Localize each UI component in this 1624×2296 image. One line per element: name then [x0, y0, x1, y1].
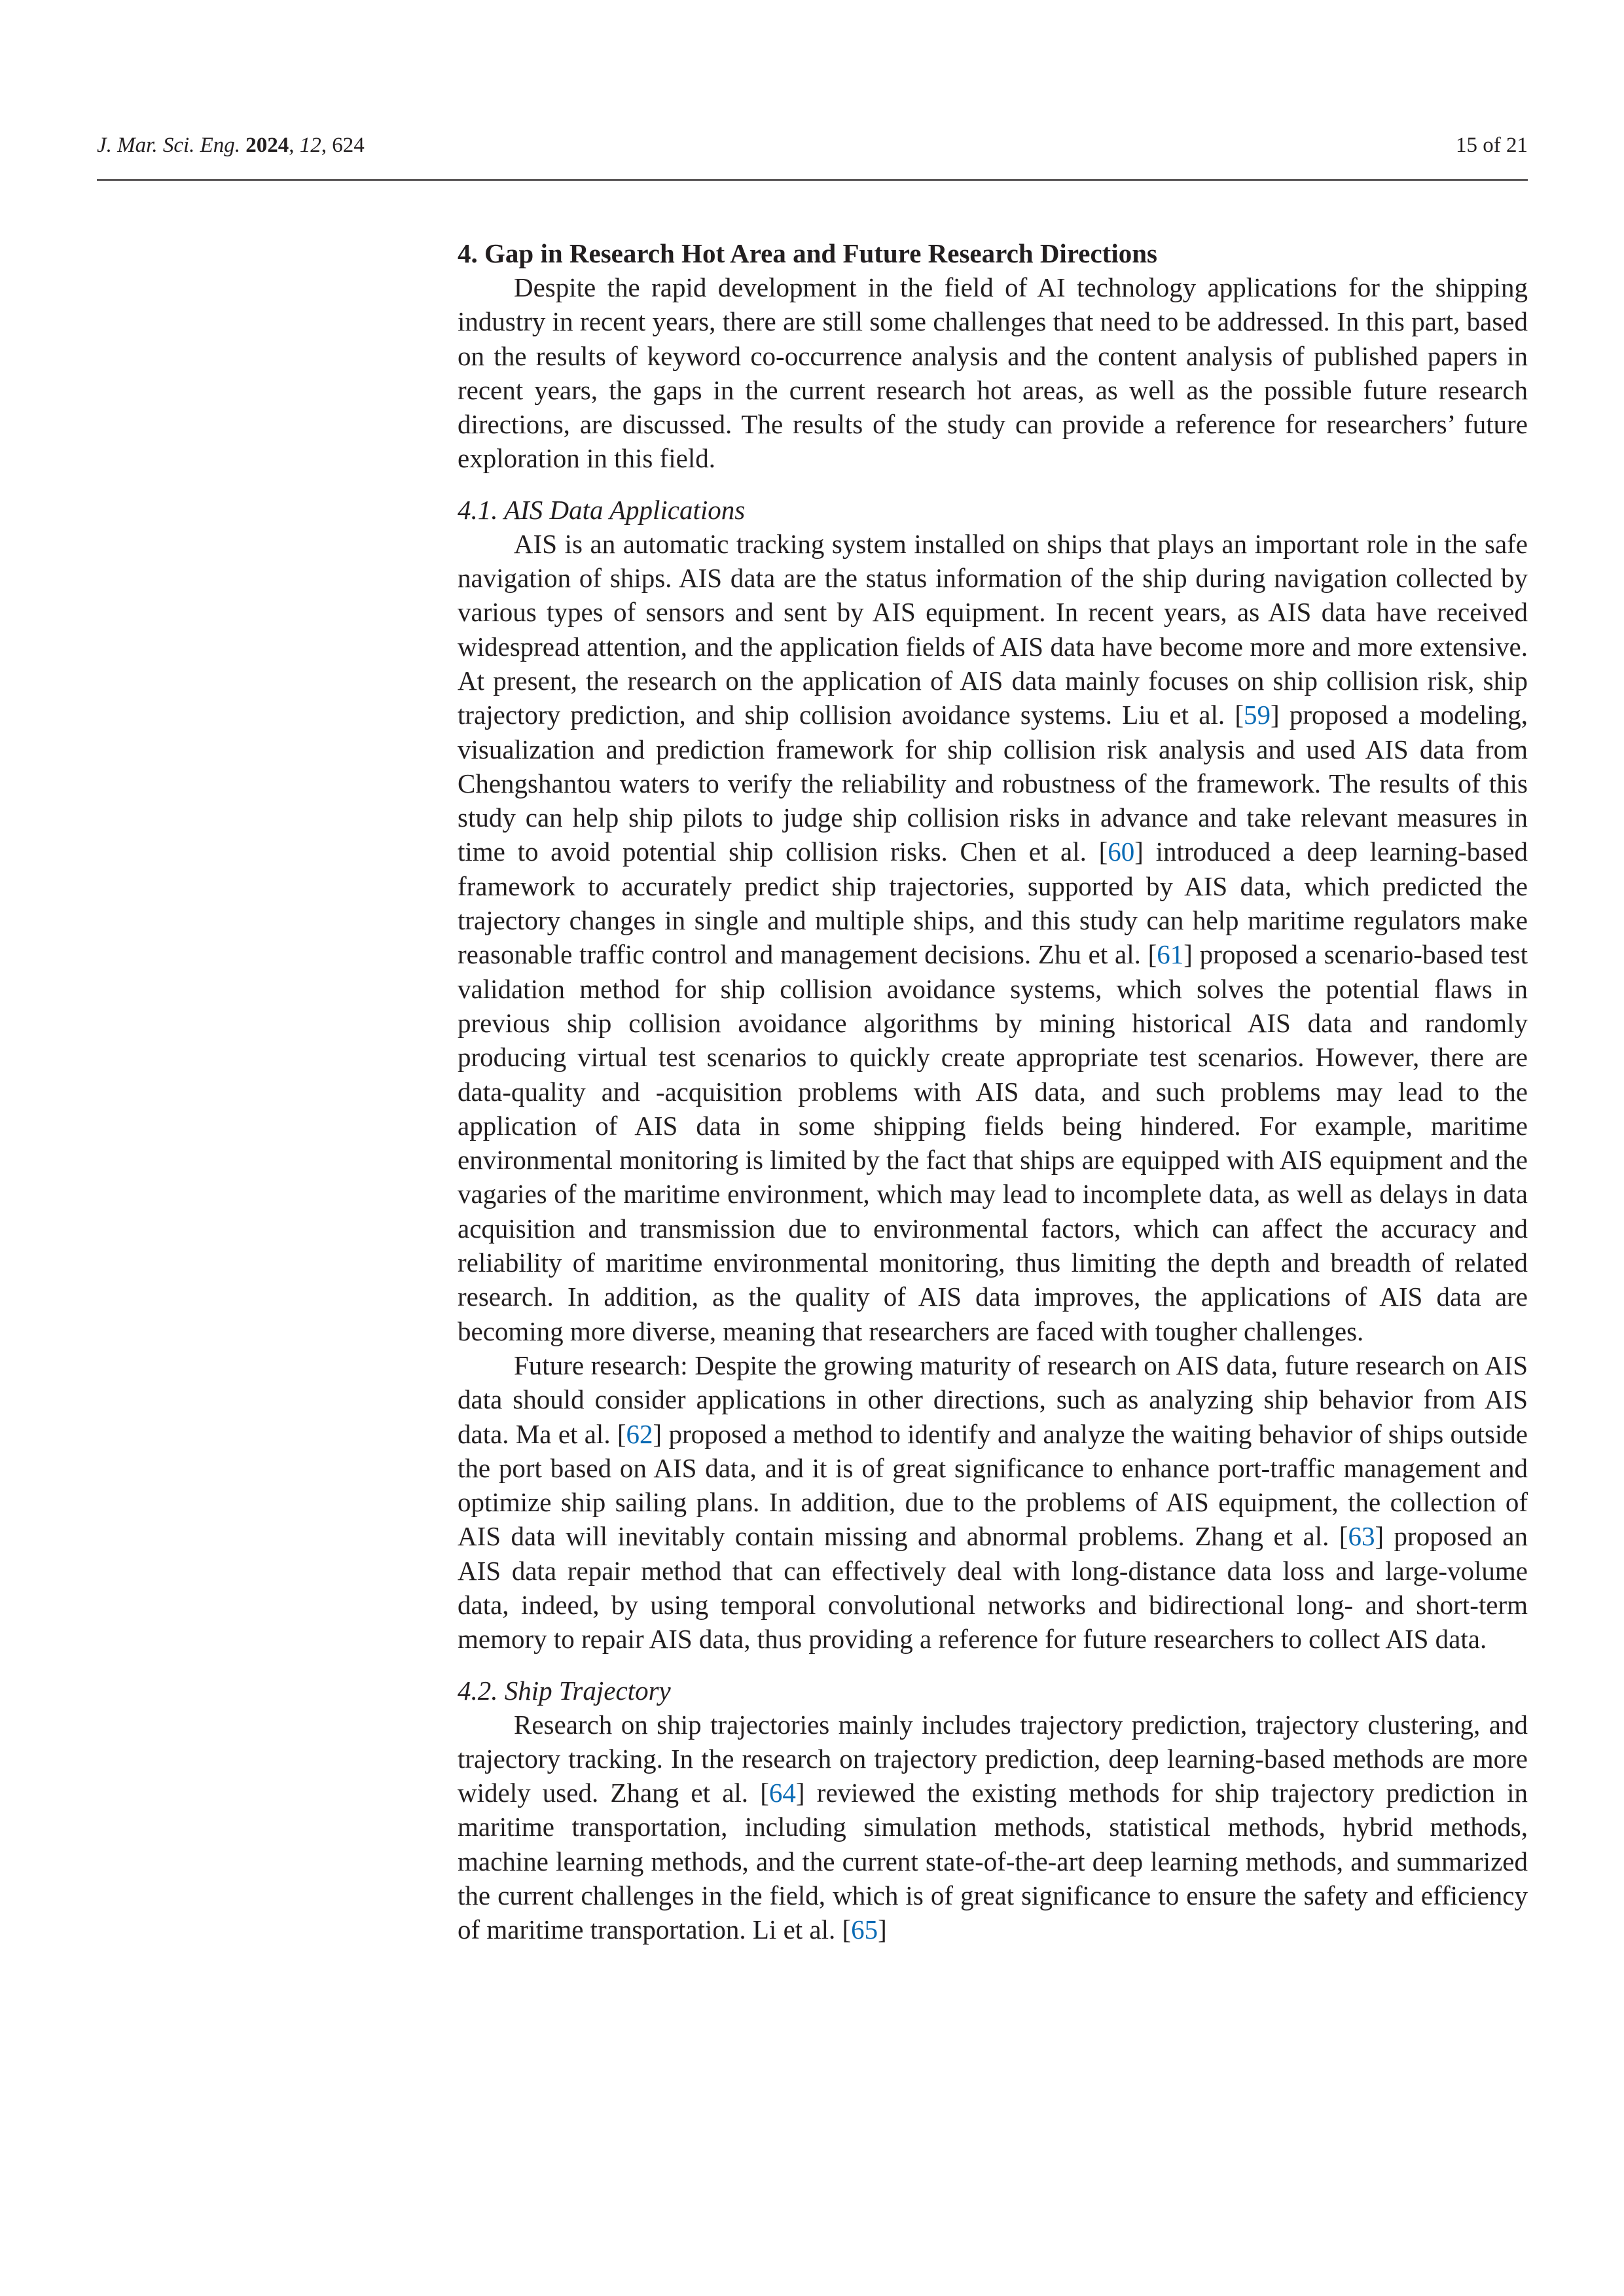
section-intro-paragraph: Despite the rapid development in the field of AI technology applications for the shipping industry in recent years, there are still some challenges that need to be addressed. In this part, based on the results of keyword co-occurrence analysis and the content analysis of published papers in recent years, the gaps in the current research hot areas, as well as the possible future research directions, are discussed. The results of the study can provide a reference for researchers’ future exploration in this field. [458, 272, 1528, 474]
page-indicator: 15 of 21 [1456, 134, 1528, 157]
main-content [458, 236, 1528, 1947]
text-segment: ] [878, 1914, 887, 1945]
citation-link[interactable]: 64 [768, 1778, 796, 1808]
text-segment: ] introduced a deep learning-based framework to accurately predict ship trajectories, supported by AIS data, which predicted the trajectory changes in single and multiple ships, and this study can help maritime regulators make reasonable traffic control and management decisions. Zhu et al. [ [458, 836, 1528, 970]
ais-paragraph-2 [458, 1348, 1528, 1657]
journal-citation: J. Mar. Sci. Eng. 2024, 12, 624 [97, 134, 365, 157]
section-title: 4. Gap in Research Hot Area and Future Research Directions [458, 238, 1157, 268]
trajectory-paragraph-1 [458, 1708, 1528, 1947]
text-segment: ] proposed an AIS data repair method that can effectively deal with long-distance data loss and large-volume data, indeed, by using temporal convolutional networks and bidirectional long- and short-term memory to repair AIS data, thus providing a reference for future researchers to collect AIS data. [458, 1521, 1528, 1655]
citation-link[interactable]: 63 [1348, 1521, 1375, 1552]
citation-link[interactable]: 65 [851, 1914, 878, 1945]
citation-link[interactable]: 62 [626, 1418, 653, 1449]
citation-link[interactable]: 60 [1108, 836, 1135, 867]
text-segment: AIS is an automatic tracking system installed on ships that plays an important role in the safe navigation of ships. AIS data are the status information of the ship during navigation collected by various types of sensors and sent by AIS equipment. In recent years, as AIS data have received widespread attention, and the application fields of AIS data have become more and more extensive. At present, the research on the application of AIS data mainly focuses on ship collision risk, ship trajectory prediction, and ship collision avoidance systems. Liu et al. [ [458, 528, 1528, 730]
text-segment: Research on ship trajectories mainly includes trajectory prediction, trajectory clustering, and trajectory tracking. In the research on trajectory prediction, deep learning-based methods are more widely used. Zhang et al. [ [458, 1709, 1528, 1808]
text-segment: ] reviewed the existing methods for ship trajectory prediction in maritime transportation, including simulation methods, statistical methods, hybrid methods, machine learning methods, and the current state-of-the-art deep learning methods, and summarized the current challenges in the field, which is of great significance to ensure the safety and efficiency of maritime transportation. Li et al. [ [458, 1778, 1528, 1945]
text-segment: ] proposed a scenario-based test validation method for ship collision avoidance systems, which solves the potential flaws in previous ship collision avoidance algorithms by mining historical AIS data and randomly producing virtual test scenarios to quickly create appropriate test scenarios. However, there are data-quality and -acquisition problems with AIS data, and such problems may lead to the application of AIS data in some shipping fields being hindered. For example, maritime environmental monitoring is limited by the fact that ships are equipped with AIS equipment and the vagaries of the maritime environment, which may lead to incomplete data, as well as delays in data acquisition and transmission due to environmental factors, which can affect the accuracy and reliability of maritime environmental monitoring, thus limiting the depth and breadth of related research. In addition, as the quality of AIS data improves, the applications of AIS data are becoming more diverse, meaning that researchers are faced with tougher challenges. [458, 939, 1528, 1346]
header-divider [97, 179, 1528, 181]
text-segment: Future research: Despite the growing maturity of research on AIS data, future research on AIS data should consider applications in other directions, such as analyzing ship behavior from AIS data. Ma et al. [ [458, 1350, 1528, 1449]
citation-link[interactable]: 59 [1244, 700, 1271, 730]
subsection-title-ship-trajectory: 4.2. Ship Trajectory [458, 1675, 671, 1706]
journal-year: 2024 [245, 134, 289, 157]
ais-paragraph-1 [458, 527, 1528, 1348]
subsection-title-ais-data: 4.1. AIS Data Applications [458, 494, 746, 525]
text-segment: ] proposed a modeling, visualization and prediction framework for ship collision risk analysis and used AIS data from Chengshantou waters to verify the reliability and robustness of the framework. The results of this study can help ship pilots to judge ship collision risks in advance and take relevant measures in time to avoid potential ship collision risks. Chen et al. [ [458, 700, 1528, 867]
text-segment: ] proposed a method to identify and analyze the waiting behavior of ships outside the port based on AIS data, and it is of great significance to enhance port-traffic management and optimize ship sailing plans. In addition, due to the problems of AIS equipment, the collection of AIS data will inevitably contain missing and abnormal problems. Zhang et al. [ [458, 1418, 1528, 1552]
journal-volume: 12 [299, 134, 321, 157]
citation-link[interactable]: 61 [1157, 939, 1184, 970]
journal-abbrev: J. Mar. Sci. Eng. [97, 134, 241, 157]
article-number: 624 [332, 134, 365, 157]
